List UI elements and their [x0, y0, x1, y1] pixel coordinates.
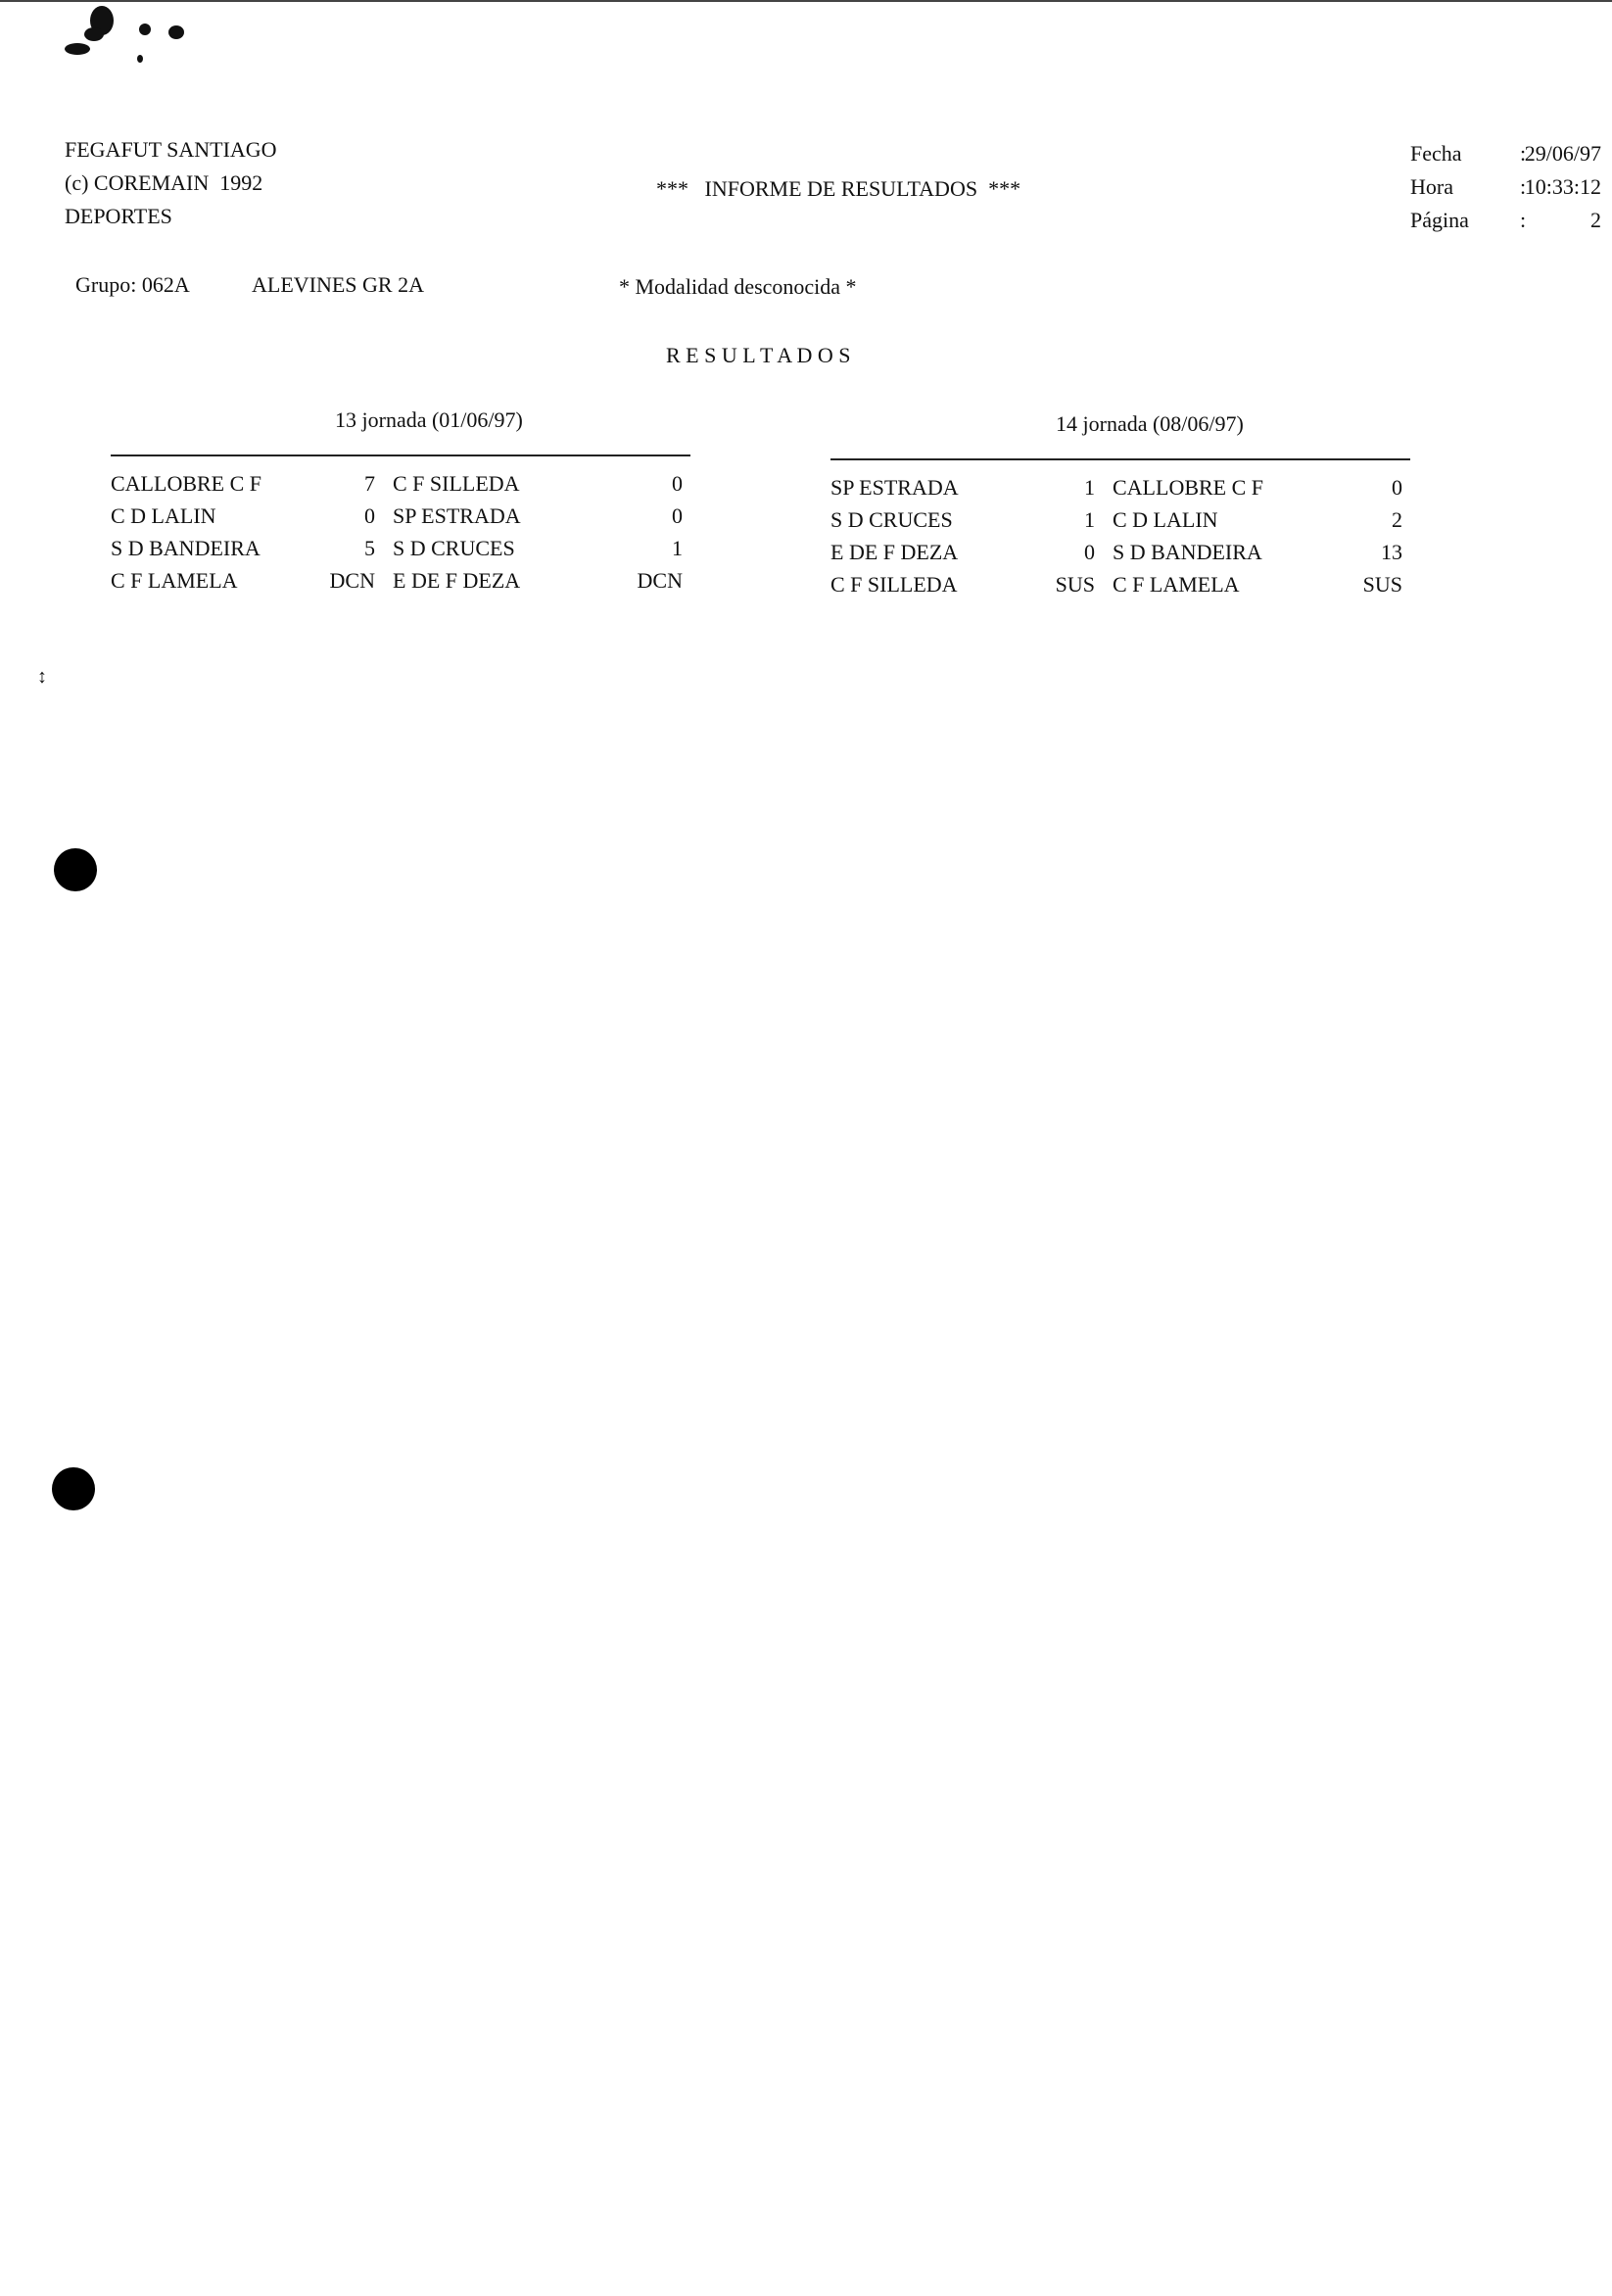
- table-row: [830, 572, 1410, 604]
- report-title: *** INFORME DE RESULTADOS ***: [656, 176, 1021, 201]
- away-team: SP ESTRADA: [393, 503, 521, 528]
- pagina-label: Página: [1410, 208, 1469, 232]
- away-score: 0: [672, 503, 683, 528]
- home-score: 7: [364, 471, 375, 496]
- away-score: 1: [672, 536, 683, 560]
- home-team: S D CRUCES: [830, 507, 953, 532]
- hora-line: Hora : 10:33:12: [1410, 170, 1601, 204]
- round-rule: [111, 454, 690, 456]
- page-top-edge: [0, 0, 1612, 2]
- home-score: SUS: [1055, 572, 1095, 597]
- home-score: 0: [364, 503, 375, 528]
- group-code: Grupo: 062A: [75, 272, 190, 297]
- home-team: C F SILLEDA: [830, 572, 958, 597]
- fecha-value: 29/06/97: [1524, 141, 1601, 166]
- report-meta: [1410, 137, 1601, 237]
- pagina-value: 2: [1590, 208, 1601, 232]
- away-score: 13: [1381, 540, 1402, 564]
- hora-value: 10:33:12: [1524, 174, 1601, 199]
- round-rule: [830, 458, 1410, 460]
- home-team: C F LAMELA: [111, 568, 238, 593]
- org-name: FEGAFUT SANTIAGO: [65, 137, 277, 162]
- table-row: [830, 475, 1410, 507]
- away-score: 2: [1392, 507, 1402, 532]
- group-name: ALEVINES GR 2A: [252, 272, 424, 297]
- fecha-label: Fecha: [1410, 141, 1462, 166]
- home-team: C D LALIN: [111, 503, 216, 528]
- home-score: 1: [1084, 507, 1095, 532]
- copyright-line: (c) COREMAIN 1992: [65, 170, 263, 195]
- away-score: 0: [672, 471, 683, 496]
- home-team: E DE F DEZA: [830, 540, 959, 564]
- home-team: CALLOBRE C F: [111, 471, 262, 496]
- away-team: S D CRUCES: [393, 536, 515, 560]
- modality: * Modalidad desconocida *: [619, 274, 857, 299]
- table-row: [111, 536, 690, 568]
- department: DEPORTES: [65, 204, 172, 228]
- away-team: S D BANDEIRA: [1113, 540, 1262, 564]
- away-team: C F SILLEDA: [393, 471, 520, 496]
- away-team: CALLOBRE C F: [1113, 475, 1264, 500]
- away-score: DCN: [637, 568, 683, 593]
- round-title: 14 jornada (08/06/97): [1056, 411, 1244, 436]
- table-row: [111, 568, 690, 600]
- pagina-line: Página : 2: [1410, 204, 1601, 237]
- table-row: [830, 507, 1410, 540]
- away-score: SUS: [1362, 572, 1402, 597]
- margin-arrow-icon: ↕: [37, 666, 47, 688]
- home-score: 0: [1084, 540, 1095, 564]
- home-score: DCN: [329, 568, 375, 593]
- table-row: [830, 540, 1410, 572]
- punch-hole: [52, 1467, 95, 1510]
- away-team: E DE F DEZA: [393, 568, 521, 593]
- home-score: 5: [364, 536, 375, 560]
- away-team: C F LAMELA: [1113, 572, 1240, 597]
- punch-hole: [54, 848, 97, 891]
- fecha-line: Fecha : 29/06/97: [1410, 137, 1601, 170]
- home-team: S D BANDEIRA: [111, 536, 261, 560]
- hora-label: Hora: [1410, 174, 1453, 199]
- away-score: 0: [1392, 475, 1402, 500]
- away-team: C D LALIN: [1113, 507, 1218, 532]
- home-team: SP ESTRADA: [830, 475, 959, 500]
- table-row: [111, 503, 690, 536]
- round-title: 13 jornada (01/06/97): [335, 407, 523, 432]
- section-title: R E S U L T A D O S: [666, 343, 851, 367]
- home-score: 1: [1084, 475, 1095, 500]
- table-row: [111, 471, 690, 503]
